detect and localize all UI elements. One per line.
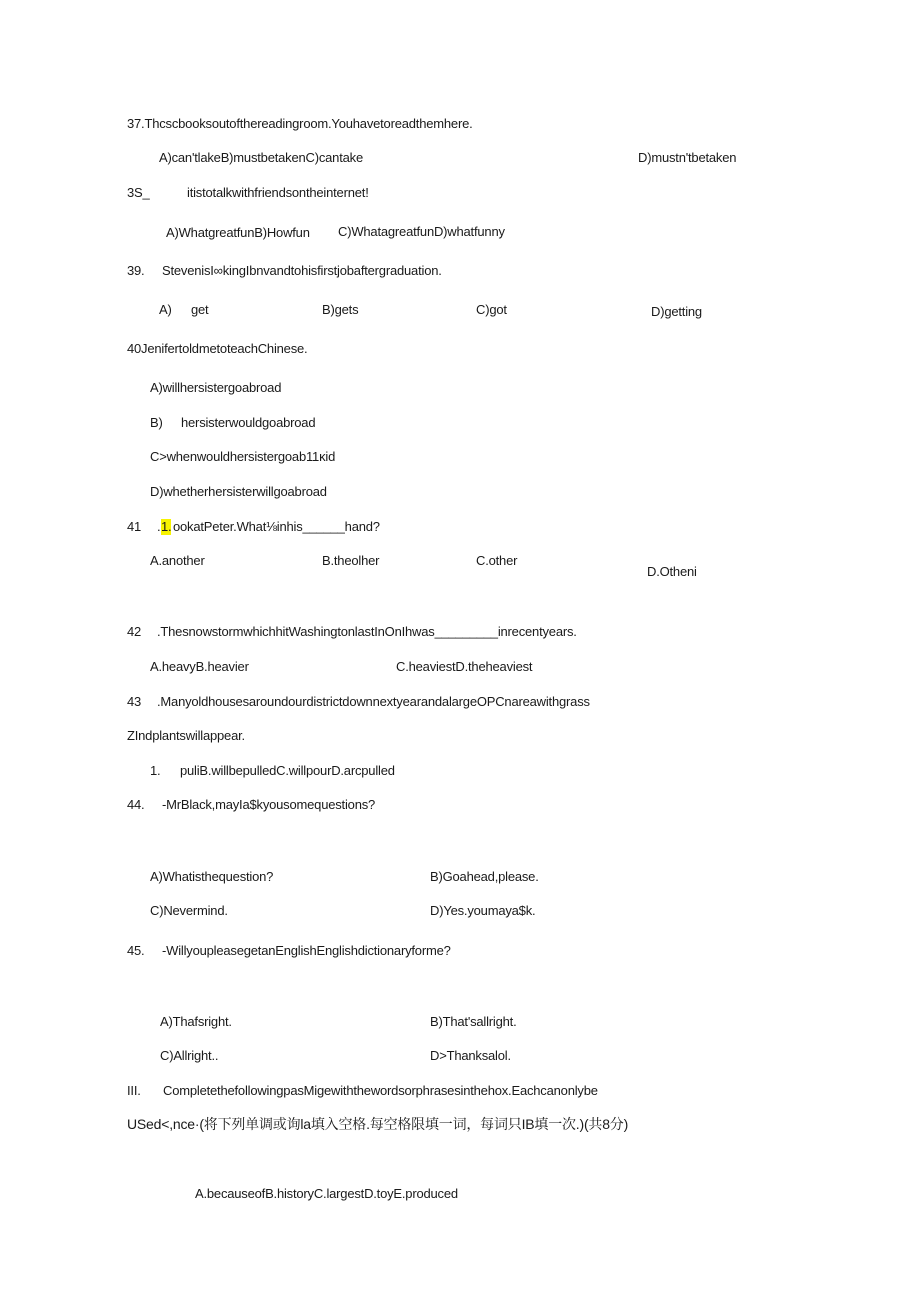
question-39-option-c: C)got — [476, 302, 507, 317]
question-43-options: puliB.willbepulledC.willpourD.arcpulled — [180, 763, 395, 778]
question-40-option-b: hersisterwouldgoabroad — [181, 415, 316, 430]
question-39-option-b: B)gets — [322, 302, 359, 317]
question-42-options-ab: A.heavyB.heavier — [150, 659, 249, 674]
question-40-option-b-label: B) — [150, 415, 163, 430]
question-43-stem-continued: ZIndplantswillappear. — [127, 728, 245, 743]
question-39-option-a: get — [191, 302, 209, 317]
section-3-instructions-continued: USed<,nce·(将下列单调或询la填入空格.每空格限填一词，每词只IB填一次.)(共8分) — [127, 1116, 629, 1132]
section-3-number: III. — [127, 1083, 141, 1098]
question-40-option-c: C>whenwouldhersistergoab11κid — [150, 449, 336, 464]
question-45-option-b: B)That'sallright. — [430, 1014, 517, 1029]
question-41-stem: ookatPeter.What⅛inhis______hand? — [173, 519, 380, 534]
question-45-option-c: C)Allright.. — [160, 1048, 219, 1063]
question-38-stem: itistotalkwithfriendsontheinternet! — [187, 185, 369, 200]
question-37-option-d: D)mustn'tbetaken — [638, 150, 737, 165]
question-37-stem: 37.Thcscbooksoutofthereadingroom.Youhavetoreadthemhere. — [127, 116, 473, 131]
question-42-number: 42 — [127, 624, 142, 639]
question-44-number: 44. — [127, 797, 145, 812]
question-42-stem: .ThesnowstormwhichhitWashingtonlastInOnIhwas_________inrecentyears. — [157, 624, 577, 639]
question-41-option-c: C.other — [476, 553, 518, 568]
question-44-stem: -MrBlack,mayIa$kyousomequestions? — [162, 797, 376, 812]
word-box: A.becauseofB.historyC.largestD.toyE.produced — [195, 1186, 458, 1201]
question-45-option-a: A)Thafsright. — [160, 1014, 232, 1029]
question-37-options-abc: A)can'tlakeB)mustbetakenC)cantake — [159, 150, 363, 165]
question-41-option-d: D.Otheni — [647, 564, 697, 579]
question-44-option-d: D)Yes.youmaya$k. — [430, 903, 536, 918]
question-41-option-a: A.another — [150, 553, 205, 568]
question-45-option-d: D>Thanksalol. — [430, 1048, 511, 1063]
question-38-options-ab: A)WhatgreatfunB)Howfun — [166, 225, 310, 240]
question-44-option-a: A)Whatisthequestion? — [150, 869, 274, 884]
highlighted-mark: 1. — [161, 519, 172, 534]
question-42-options-cd: C.heaviestD.theheaviest — [396, 659, 533, 674]
question-43-stem: .ManyoldhousesaroundourdistrictdownnextyearandalargeOPCnareawithgrass — [157, 694, 590, 709]
section-3-instructions: CompletethefollowingpasMigewiththewordsorphrasesinthehox.Eachcanonlybe — [163, 1083, 598, 1098]
question-44-option-c: C)Nevermind. — [150, 903, 228, 918]
question-39-stem: StevenisI∞kingIbnvandtohisfirstjobaftergraduation. — [162, 263, 442, 278]
question-41-lead: . — [157, 519, 161, 534]
question-43-option-number: 1. — [150, 763, 161, 778]
question-38-options-cd: C)WhatagreatfunD)whatfunny — [338, 224, 505, 239]
question-44-option-b: B)Goahead,please. — [430, 869, 539, 884]
question-38-number: 3S_ — [127, 185, 150, 200]
question-43-number: 43 — [127, 694, 142, 709]
question-40-option-d: D)whetherhersisterwillgoabroad — [150, 484, 327, 499]
question-39-number: 39. — [127, 263, 145, 278]
question-45-stem: -WillyoupleasegetanEnglishEnglishdictionaryforme? — [162, 943, 451, 958]
question-45-number: 45. — [127, 943, 145, 958]
question-40-option-a: A)willhersistergoabroad — [150, 380, 282, 395]
question-39-option-d: D)getting — [651, 304, 702, 319]
question-41-option-b: B.theolher — [322, 553, 380, 568]
question-41-number: 41 — [127, 519, 142, 534]
question-39-option-a-label: A) — [159, 302, 172, 317]
question-40-stem: 40JenifertoldmetoteachChinese. — [127, 341, 308, 356]
